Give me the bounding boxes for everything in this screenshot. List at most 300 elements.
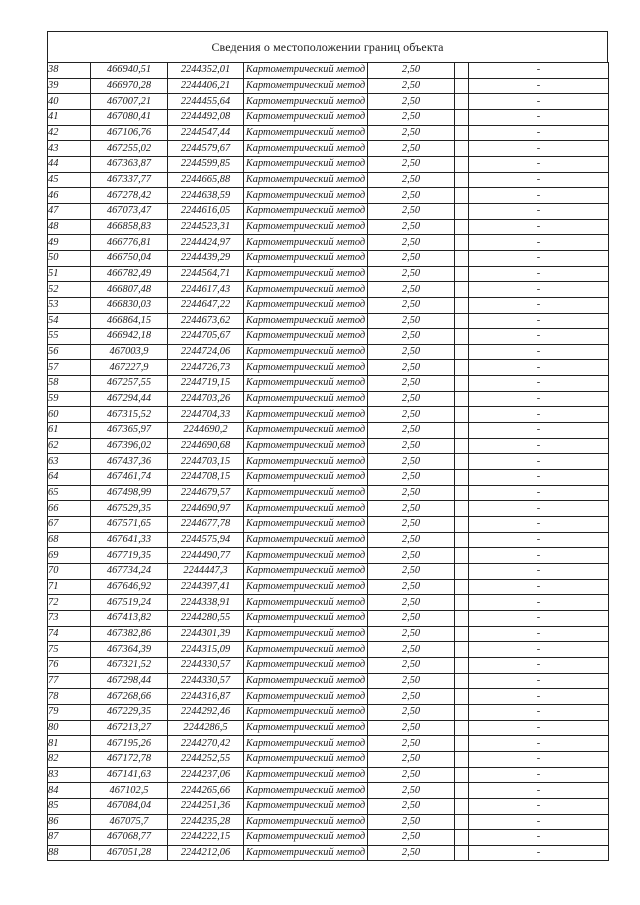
note-cell: -	[469, 814, 609, 830]
x-coordinate-cell: 467172,78	[91, 751, 168, 767]
note-cell: -	[469, 250, 609, 266]
method-cell: Картометрический метод	[244, 845, 368, 861]
extra-cell	[455, 564, 469, 580]
extra-cell	[455, 109, 469, 125]
y-coordinate-cell: 2244575,94	[168, 532, 244, 548]
method-cell: Картометрический метод	[244, 391, 368, 407]
point-number-cell: 48	[48, 219, 91, 235]
table-row	[48, 501, 609, 517]
method-cell: Картометрический метод	[244, 188, 368, 204]
table-row	[48, 329, 609, 345]
table-row	[48, 438, 609, 454]
y-coordinate-cell: 2244547,44	[168, 125, 244, 141]
method-cell: Картометрический метод	[244, 532, 368, 548]
accuracy-cell: 2,50	[368, 485, 455, 501]
table-row	[48, 250, 609, 266]
note-cell: -	[469, 548, 609, 564]
x-coordinate-cell: 466776,81	[91, 235, 168, 251]
table-row	[48, 564, 609, 580]
method-cell: Картометрический метод	[244, 438, 368, 454]
extra-cell	[455, 767, 469, 783]
extra-cell	[455, 673, 469, 689]
table-row	[48, 548, 609, 564]
point-number-cell: 38	[48, 63, 91, 79]
extra-cell	[455, 423, 469, 439]
method-cell: Картометрический метод	[244, 657, 368, 673]
y-coordinate-cell: 2244280,55	[168, 610, 244, 626]
x-coordinate-cell: 467080,41	[91, 109, 168, 125]
point-number-cell: 60	[48, 407, 91, 423]
method-cell: Картометрический метод	[244, 407, 368, 423]
note-cell: -	[469, 407, 609, 423]
method-cell: Картометрический метод	[244, 720, 368, 736]
accuracy-cell: 2,50	[368, 203, 455, 219]
point-number-cell: 84	[48, 783, 91, 799]
note-cell: -	[469, 313, 609, 329]
method-cell: Картометрический метод	[244, 454, 368, 470]
method-cell: Картометрический метод	[244, 783, 368, 799]
x-coordinate-cell: 467382,86	[91, 626, 168, 642]
point-number-cell: 72	[48, 595, 91, 611]
table-row	[48, 78, 609, 94]
point-number-cell: 66	[48, 501, 91, 517]
note-cell: -	[469, 423, 609, 439]
point-number-cell: 54	[48, 313, 91, 329]
note-cell: -	[469, 344, 609, 360]
point-number-cell: 58	[48, 376, 91, 392]
method-cell: Картометрический метод	[244, 219, 368, 235]
accuracy-cell: 2,50	[368, 751, 455, 767]
x-coordinate-cell: 467364,39	[91, 642, 168, 658]
point-number-cell: 78	[48, 689, 91, 705]
y-coordinate-cell: 2244724,06	[168, 344, 244, 360]
note-cell: -	[469, 94, 609, 110]
note-cell: -	[469, 657, 609, 673]
accuracy-cell: 2,50	[368, 610, 455, 626]
note-cell: -	[469, 689, 609, 705]
accuracy-cell: 2,50	[368, 548, 455, 564]
table-row	[48, 595, 609, 611]
y-coordinate-cell: 2244703,15	[168, 454, 244, 470]
note-cell: -	[469, 266, 609, 282]
accuracy-cell: 2,50	[368, 438, 455, 454]
extra-cell	[455, 297, 469, 313]
table-row	[48, 783, 609, 799]
extra-cell	[455, 63, 469, 79]
table-row	[48, 282, 609, 298]
accuracy-cell: 2,50	[368, 376, 455, 392]
y-coordinate-cell: 2244424,97	[168, 235, 244, 251]
table-row	[48, 297, 609, 313]
table-row	[48, 235, 609, 251]
accuracy-cell: 2,50	[368, 704, 455, 720]
extra-cell	[455, 657, 469, 673]
x-coordinate-cell: 467529,35	[91, 501, 168, 517]
note-cell: -	[469, 376, 609, 392]
extra-cell	[455, 548, 469, 564]
point-number-cell: 62	[48, 438, 91, 454]
table-row	[48, 203, 609, 219]
accuracy-cell: 2,50	[368, 454, 455, 470]
method-cell: Картометрический метод	[244, 610, 368, 626]
y-coordinate-cell: 2244677,78	[168, 517, 244, 533]
point-number-cell: 50	[48, 250, 91, 266]
table-row	[48, 94, 609, 110]
x-coordinate-cell: 467519,24	[91, 595, 168, 611]
x-coordinate-cell: 466940,51	[91, 63, 168, 79]
table-row	[48, 657, 609, 673]
y-coordinate-cell: 2244647,22	[168, 297, 244, 313]
x-coordinate-cell: 467571,65	[91, 517, 168, 533]
y-coordinate-cell: 2244599,85	[168, 156, 244, 172]
accuracy-cell: 2,50	[368, 814, 455, 830]
method-cell: Картометрический метод	[244, 313, 368, 329]
extra-cell	[455, 219, 469, 235]
x-coordinate-cell: 467075,7	[91, 814, 168, 830]
extra-cell	[455, 376, 469, 392]
point-number-cell: 43	[48, 141, 91, 157]
table-row	[48, 532, 609, 548]
x-coordinate-cell: 467106,76	[91, 125, 168, 141]
point-number-cell: 70	[48, 564, 91, 580]
extra-cell	[455, 344, 469, 360]
point-number-cell: 55	[48, 329, 91, 345]
y-coordinate-cell: 2244490,77	[168, 548, 244, 564]
point-number-cell: 77	[48, 673, 91, 689]
x-coordinate-cell: 467298,44	[91, 673, 168, 689]
point-number-cell: 86	[48, 814, 91, 830]
note-cell: -	[469, 454, 609, 470]
y-coordinate-cell: 2244704,33	[168, 407, 244, 423]
table-row	[48, 313, 609, 329]
point-number-cell: 64	[48, 470, 91, 486]
y-coordinate-cell: 2244523,31	[168, 219, 244, 235]
method-cell: Картометрический метод	[244, 172, 368, 188]
extra-cell	[455, 751, 469, 767]
method-cell: Картометрический метод	[244, 579, 368, 595]
x-coordinate-cell: 467257,55	[91, 376, 168, 392]
y-coordinate-cell: 2244406,21	[168, 78, 244, 94]
accuracy-cell: 2,50	[368, 626, 455, 642]
note-cell: -	[469, 564, 609, 580]
accuracy-cell: 2,50	[368, 642, 455, 658]
y-coordinate-cell: 2244708,15	[168, 470, 244, 486]
note-cell: -	[469, 141, 609, 157]
table-row	[48, 626, 609, 642]
extra-cell	[455, 610, 469, 626]
method-cell: Картометрический метод	[244, 235, 368, 251]
method-cell: Картометрический метод	[244, 344, 368, 360]
point-number-cell: 74	[48, 626, 91, 642]
accuracy-cell: 2,50	[368, 125, 455, 141]
method-cell: Картометрический метод	[244, 63, 368, 79]
table-row	[48, 579, 609, 595]
table-row	[48, 720, 609, 736]
table-row	[48, 517, 609, 533]
y-coordinate-cell: 2244315,09	[168, 642, 244, 658]
boundary-coordinates-table	[47, 62, 609, 861]
accuracy-cell: 2,50	[368, 673, 455, 689]
accuracy-cell: 2,50	[368, 266, 455, 282]
table-row	[48, 642, 609, 658]
x-coordinate-cell: 467719,35	[91, 548, 168, 564]
accuracy-cell: 2,50	[368, 501, 455, 517]
note-cell: -	[469, 783, 609, 799]
accuracy-cell: 2,50	[368, 564, 455, 580]
extra-cell	[455, 172, 469, 188]
table-row	[48, 751, 609, 767]
extra-cell	[455, 595, 469, 611]
accuracy-cell: 2,50	[368, 407, 455, 423]
extra-cell	[455, 360, 469, 376]
method-cell: Картометрический метод	[244, 360, 368, 376]
y-coordinate-cell: 2244665,88	[168, 172, 244, 188]
point-number-cell: 41	[48, 109, 91, 125]
method-cell: Картометрический метод	[244, 673, 368, 689]
x-coordinate-cell: 467268,66	[91, 689, 168, 705]
method-cell: Картометрический метод	[244, 109, 368, 125]
accuracy-cell: 2,50	[368, 63, 455, 79]
point-number-cell: 71	[48, 579, 91, 595]
y-coordinate-cell: 2244673,62	[168, 313, 244, 329]
point-number-cell: 69	[48, 548, 91, 564]
note-cell: -	[469, 501, 609, 517]
extra-cell	[455, 391, 469, 407]
document-sheet	[47, 31, 608, 861]
x-coordinate-cell: 467007,21	[91, 94, 168, 110]
table-row	[48, 830, 609, 846]
y-coordinate-cell: 2244338,91	[168, 595, 244, 611]
note-cell: -	[469, 438, 609, 454]
note-cell: -	[469, 595, 609, 611]
table-row	[48, 454, 609, 470]
accuracy-cell: 2,50	[368, 329, 455, 345]
note-cell: -	[469, 830, 609, 846]
table-row	[48, 344, 609, 360]
table-row	[48, 156, 609, 172]
accuracy-cell: 2,50	[368, 250, 455, 266]
extra-cell	[455, 783, 469, 799]
extra-cell	[455, 720, 469, 736]
note-cell: -	[469, 751, 609, 767]
accuracy-cell: 2,50	[368, 470, 455, 486]
extra-cell	[455, 313, 469, 329]
accuracy-cell: 2,50	[368, 141, 455, 157]
note-cell: -	[469, 282, 609, 298]
x-coordinate-cell: 467195,26	[91, 736, 168, 752]
accuracy-cell: 2,50	[368, 391, 455, 407]
method-cell: Картометрический метод	[244, 689, 368, 705]
method-cell: Картометрический метод	[244, 156, 368, 172]
method-cell: Картометрический метод	[244, 470, 368, 486]
accuracy-cell: 2,50	[368, 798, 455, 814]
note-cell: -	[469, 203, 609, 219]
accuracy-cell: 2,50	[368, 532, 455, 548]
y-coordinate-cell: 2244222,15	[168, 830, 244, 846]
extra-cell	[455, 156, 469, 172]
accuracy-cell: 2,50	[368, 360, 455, 376]
extra-cell	[455, 470, 469, 486]
x-coordinate-cell: 467102,5	[91, 783, 168, 799]
accuracy-cell: 2,50	[368, 109, 455, 125]
note-cell: -	[469, 736, 609, 752]
y-coordinate-cell: 2244439,29	[168, 250, 244, 266]
x-coordinate-cell: 467084,04	[91, 798, 168, 814]
x-coordinate-cell: 467051,28	[91, 845, 168, 861]
y-coordinate-cell: 2244455,64	[168, 94, 244, 110]
x-coordinate-cell: 467646,92	[91, 579, 168, 595]
method-cell: Картометрический метод	[244, 564, 368, 580]
x-coordinate-cell: 466750,04	[91, 250, 168, 266]
table-row	[48, 736, 609, 752]
x-coordinate-cell: 467229,35	[91, 704, 168, 720]
point-number-cell: 44	[48, 156, 91, 172]
x-coordinate-cell: 467498,99	[91, 485, 168, 501]
method-cell: Картометрический метод	[244, 704, 368, 720]
extra-cell	[455, 407, 469, 423]
table-row	[48, 423, 609, 439]
table-row	[48, 407, 609, 423]
method-cell: Картометрический метод	[244, 250, 368, 266]
table-row	[48, 219, 609, 235]
y-coordinate-cell: 2244330,57	[168, 673, 244, 689]
table-row	[48, 266, 609, 282]
point-number-cell: 68	[48, 532, 91, 548]
note-cell: -	[469, 720, 609, 736]
x-coordinate-cell: 467321,52	[91, 657, 168, 673]
extra-cell	[455, 814, 469, 830]
y-coordinate-cell: 2244352,01	[168, 63, 244, 79]
table-row	[48, 470, 609, 486]
note-cell: -	[469, 125, 609, 141]
extra-cell	[455, 736, 469, 752]
method-cell: Картометрический метод	[244, 814, 368, 830]
y-coordinate-cell: 2244564,71	[168, 266, 244, 282]
extra-cell	[455, 266, 469, 282]
x-coordinate-cell: 467073,47	[91, 203, 168, 219]
table-row	[48, 767, 609, 783]
note-cell: -	[469, 517, 609, 533]
y-coordinate-cell: 2244616,05	[168, 203, 244, 219]
y-coordinate-cell: 2244705,67	[168, 329, 244, 345]
point-number-cell: 73	[48, 610, 91, 626]
point-number-cell: 52	[48, 282, 91, 298]
y-coordinate-cell: 2244447,3	[168, 564, 244, 580]
note-cell: -	[469, 156, 609, 172]
y-coordinate-cell: 2244330,57	[168, 657, 244, 673]
x-coordinate-cell: 467315,52	[91, 407, 168, 423]
point-number-cell: 88	[48, 845, 91, 861]
point-number-cell: 56	[48, 344, 91, 360]
x-coordinate-cell: 466807,48	[91, 282, 168, 298]
x-coordinate-cell: 467437,36	[91, 454, 168, 470]
method-cell: Картометрический метод	[244, 141, 368, 157]
x-coordinate-cell: 466858,83	[91, 219, 168, 235]
note-cell: -	[469, 219, 609, 235]
y-coordinate-cell: 2244252,55	[168, 751, 244, 767]
extra-cell	[455, 845, 469, 861]
method-cell: Картометрический метод	[244, 501, 368, 517]
y-coordinate-cell: 2244719,15	[168, 376, 244, 392]
note-cell: -	[469, 109, 609, 125]
x-coordinate-cell: 467255,02	[91, 141, 168, 157]
table-row	[48, 485, 609, 501]
method-cell: Картометрический метод	[244, 297, 368, 313]
accuracy-cell: 2,50	[368, 579, 455, 595]
accuracy-cell: 2,50	[368, 282, 455, 298]
point-number-cell: 47	[48, 203, 91, 219]
accuracy-cell: 2,50	[368, 517, 455, 533]
point-number-cell: 45	[48, 172, 91, 188]
table-row	[48, 360, 609, 376]
table-row	[48, 673, 609, 689]
x-coordinate-cell: 467294,44	[91, 391, 168, 407]
extra-cell	[455, 250, 469, 266]
method-cell: Картометрический метод	[244, 423, 368, 439]
y-coordinate-cell: 2244286,5	[168, 720, 244, 736]
point-number-cell: 82	[48, 751, 91, 767]
accuracy-cell: 2,50	[368, 344, 455, 360]
accuracy-cell: 2,50	[368, 830, 455, 846]
table-row	[48, 172, 609, 188]
point-number-cell: 42	[48, 125, 91, 141]
x-coordinate-cell: 467396,02	[91, 438, 168, 454]
table-row	[48, 814, 609, 830]
note-cell: -	[469, 798, 609, 814]
x-coordinate-cell: 466864,15	[91, 313, 168, 329]
method-cell: Картометрический метод	[244, 94, 368, 110]
table-body	[48, 63, 609, 861]
extra-cell	[455, 329, 469, 345]
document-title: Сведения о местоположении границ объекта	[47, 31, 608, 62]
note-cell: -	[469, 485, 609, 501]
y-coordinate-cell: 2244301,39	[168, 626, 244, 642]
y-coordinate-cell: 2244316,87	[168, 689, 244, 705]
accuracy-cell: 2,50	[368, 689, 455, 705]
note-cell: -	[469, 532, 609, 548]
point-number-cell: 63	[48, 454, 91, 470]
accuracy-cell: 2,50	[368, 423, 455, 439]
table-row	[48, 610, 609, 626]
extra-cell	[455, 579, 469, 595]
accuracy-cell: 2,50	[368, 297, 455, 313]
extra-cell	[455, 830, 469, 846]
point-number-cell: 75	[48, 642, 91, 658]
y-coordinate-cell: 2244617,43	[168, 282, 244, 298]
method-cell: Картометрический метод	[244, 376, 368, 392]
x-coordinate-cell: 467141,63	[91, 767, 168, 783]
x-coordinate-cell: 466782,49	[91, 266, 168, 282]
note-cell: -	[469, 78, 609, 94]
extra-cell	[455, 485, 469, 501]
extra-cell	[455, 704, 469, 720]
method-cell: Картометрический метод	[244, 125, 368, 141]
x-coordinate-cell: 467003,9	[91, 344, 168, 360]
extra-cell	[455, 203, 469, 219]
x-coordinate-cell: 466830,03	[91, 297, 168, 313]
x-coordinate-cell: 467413,82	[91, 610, 168, 626]
method-cell: Картометрический метод	[244, 517, 368, 533]
note-cell: -	[469, 673, 609, 689]
point-number-cell: 40	[48, 94, 91, 110]
y-coordinate-cell: 2244270,42	[168, 736, 244, 752]
accuracy-cell: 2,50	[368, 720, 455, 736]
note-cell: -	[469, 391, 609, 407]
y-coordinate-cell: 2244265,66	[168, 783, 244, 799]
accuracy-cell: 2,50	[368, 767, 455, 783]
extra-cell	[455, 125, 469, 141]
x-coordinate-cell: 467363,87	[91, 156, 168, 172]
